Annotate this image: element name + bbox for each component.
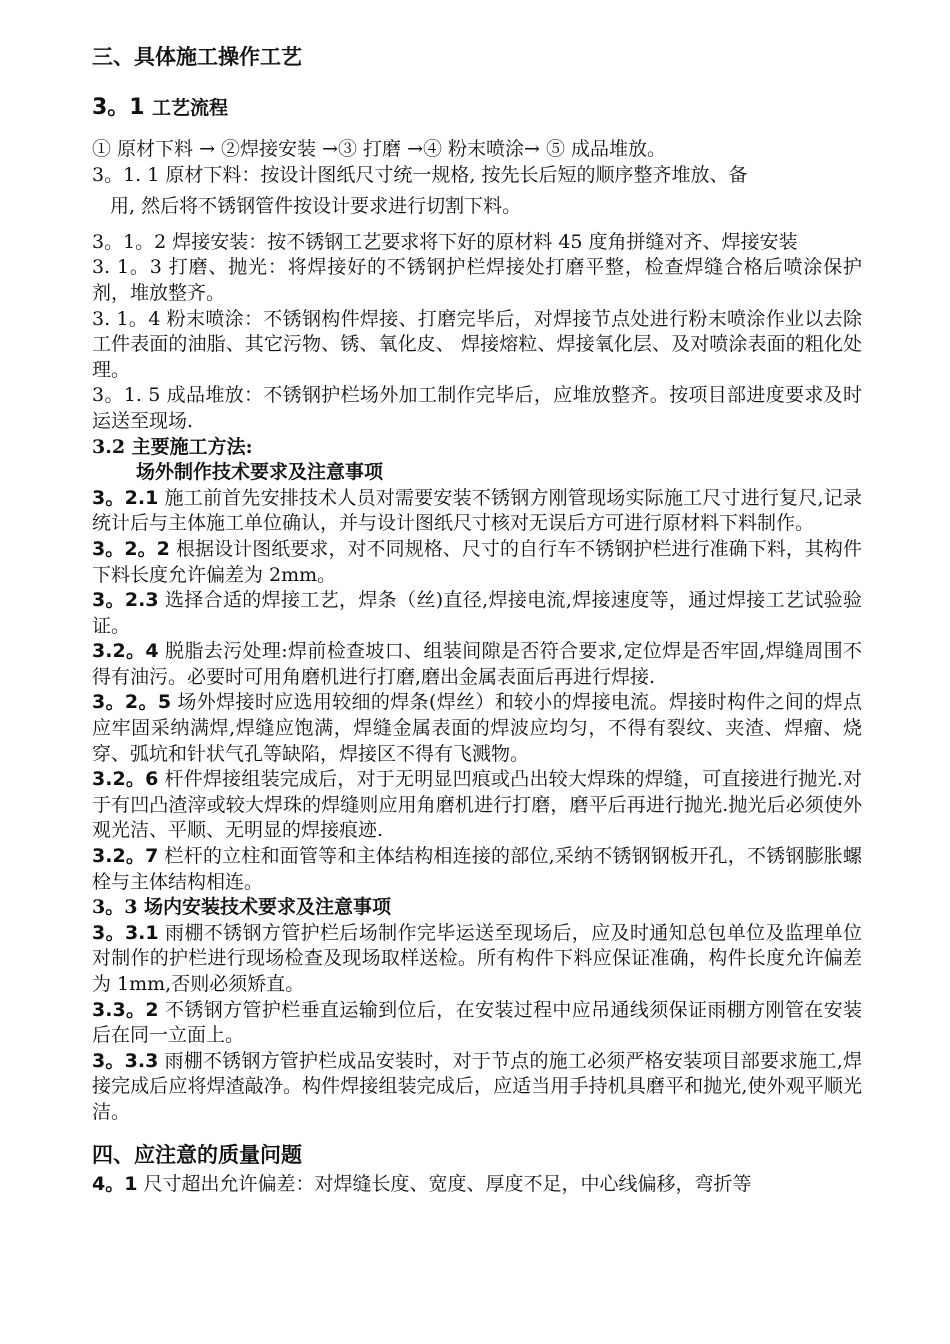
- paragraph-3-1-3: 3. 1。3 打磨、抛光：将焊接好的不锈钢护栏焊接处打磨平整，检查焊缝合格后喷涂保护剂，堆放整齐。: [92, 256, 862, 304]
- item-text: 栏杆的立柱和面管等和主体结构相连接的部位,采纳不锈钢钢板开孔，不锈钢膨胀螺栓与主体结构相连。: [92, 845, 862, 893]
- item-text: 雨棚不锈钢方管护栏后场制作完毕运送至现场后，应及时通知总包单位及监理单位对制作的护栏进行现场检查及现场取样送检。所有构件下料应保证准确，构件长度允许偏差为 1mm,否则必须矫直。: [92, 921, 862, 995]
- item-3-2-6: [92, 767, 862, 844]
- section-3-3-heading: 3。3 场内安装技术要求及注意事项: [92, 896, 392, 919]
- paragraph-3-1-1-line1: 3。1. 1 原材下料：按设计图纸尺寸统一规格, 按先长后短的顺序整齐堆放、备: [92, 163, 748, 186]
- item-3-2-7: [92, 844, 862, 895]
- item-3-2-1: [92, 486, 862, 537]
- item-4-1: [92, 1172, 862, 1198]
- item-text: 选择合适的焊接工艺，焊条（丝)直径,焊接电流,焊接速度等，通过焊接工艺试验验证。: [92, 589, 862, 637]
- item-text: 根据设计图纸要求，对不同规格、尺寸的自行车不锈钢护栏进行准确下料，其构件下料长度允许偏差为 2mm。: [92, 537, 862, 586]
- item-number: 3。2。5: [92, 691, 172, 714]
- section-4-heading: 四、应注意的质量问题: [92, 1141, 302, 1167]
- process-flow: ① 原材下料 → ②焊接安装 →③ 打磨 →④ 粉末喷涂→ ⑤ 成品堆放。: [92, 138, 667, 160]
- paragraph-3-1-2: 3。1。2 焊接安装：按不锈钢工艺要求将下好的原材料 45 度角拼缝对齐、焊接安装: [92, 230, 798, 253]
- paragraph-3-1-1-line2: 用, 然后将不锈钢管件按设计要求进行切割下料。: [110, 195, 522, 218]
- item-number: 3。3.3: [92, 1049, 159, 1072]
- item-3-2-2: [92, 537, 862, 588]
- item-number: 3。2.3: [92, 589, 159, 612]
- section-3-2-subheading: 场外制作技术要求及注意事项: [136, 461, 384, 484]
- item-number: 3.2。4: [92, 640, 159, 663]
- item-number: 3。2。2: [92, 537, 170, 560]
- item-text: 施工前首先安排技术人员对需要安装不锈钢方刚管现场实际施工尺寸进行复尺,记录统计后与主体施工单位确认，并与设计图纸尺寸核对无误后方可进行原材料下料制作。: [92, 486, 862, 535]
- item-text: 脱脂去污处理:焊前检查坡口、组装间隙是否符合要求,定位焊是否牢固,焊缝周围不得有油污。必要时可用角磨机进行打磨,磨出金属表面后再进行焊接.: [92, 640, 862, 688]
- item-text: 不锈钢方管护栏垂直运输到位后，在安装过程中应吊通线须保证雨棚方刚管在安装后在同一立面上。: [92, 998, 862, 1047]
- section-3-2-heading: 3.2 主要施工方法:: [92, 435, 253, 458]
- item-text: 尺寸超出允许偏差：对焊缝长度、宽度、厚度不足，中心线偏移，弯折等: [137, 1172, 752, 1195]
- item-text: 场外焊接时应选用较细的焊条(焊丝）和较小的焊接电流。焊接时构件之间的焊点应牢固采纳满焊,焊缝应饱满，焊缝金属表面的焊波应均匀，不得有裂纹、夹渣、焊瘤、烧穿、弧坑和针状气孔等缺陷，焊接区不得有飞溅物。: [92, 691, 862, 765]
- item-text: 杆件焊接组装完成后，对于无明显凹痕或凸出较大焊珠的焊缝，可直接进行抛光.对于有凹凸渣滓或较大焊珠的焊缝则应用角磨机进行打磨，磨平后再进行抛光.抛光后必须使外观光洁、平顺、无明显的焊接痕迹.: [92, 768, 862, 842]
- item-3-3-2: [92, 998, 862, 1049]
- item-number: 3。3.1: [92, 921, 159, 944]
- subsection-number: 3。1: [92, 95, 145, 120]
- subsection-3-1-heading: [92, 92, 862, 123]
- item-number: 3.2。6: [92, 768, 159, 791]
- item-text: 雨棚不锈钢方管护栏成品安装时，对于节点的施工必须严格安装项目部要求施工,焊接完成后应将焊渣敲净。构件焊接组装完成后，应适当用手持机具磨平和抛光,使外观平顺光洁。: [92, 1049, 862, 1123]
- document-page: [92, 32, 862, 1197]
- item-number: 3.2。7: [92, 845, 159, 868]
- item-3-2-4: [92, 639, 862, 690]
- item-number: 3.3。2: [92, 998, 159, 1021]
- section-3-heading: 三、具体施工操作工艺: [92, 44, 302, 69]
- item-3-3-1: [92, 921, 862, 998]
- item-3-2-5: [92, 690, 862, 767]
- item-3-3-3: [92, 1049, 862, 1126]
- item-number: 3。2.1: [92, 486, 159, 509]
- subsection-title: 工艺流程: [151, 97, 228, 119]
- item-number: 4。1: [92, 1172, 138, 1195]
- paragraph-3-1-5: 3。1. 5 成品堆放：不锈钢护栏场外加工制作完毕后，应堆放整齐。按项目部进度要求及时运送至现场.: [92, 384, 862, 432]
- item-3-2-3: [92, 588, 862, 639]
- paragraph-3-1-4: 3. 1。4 粉末喷涂：不锈钢构件焊接、打磨完毕后，对焊接节点处进行粉末喷涂作业以去除工件表面的油脂、其它污物、锈、氧化皮、 焊接熔粒、焊接氧化层、及对喷涂表面的粗化处理。: [92, 307, 862, 381]
